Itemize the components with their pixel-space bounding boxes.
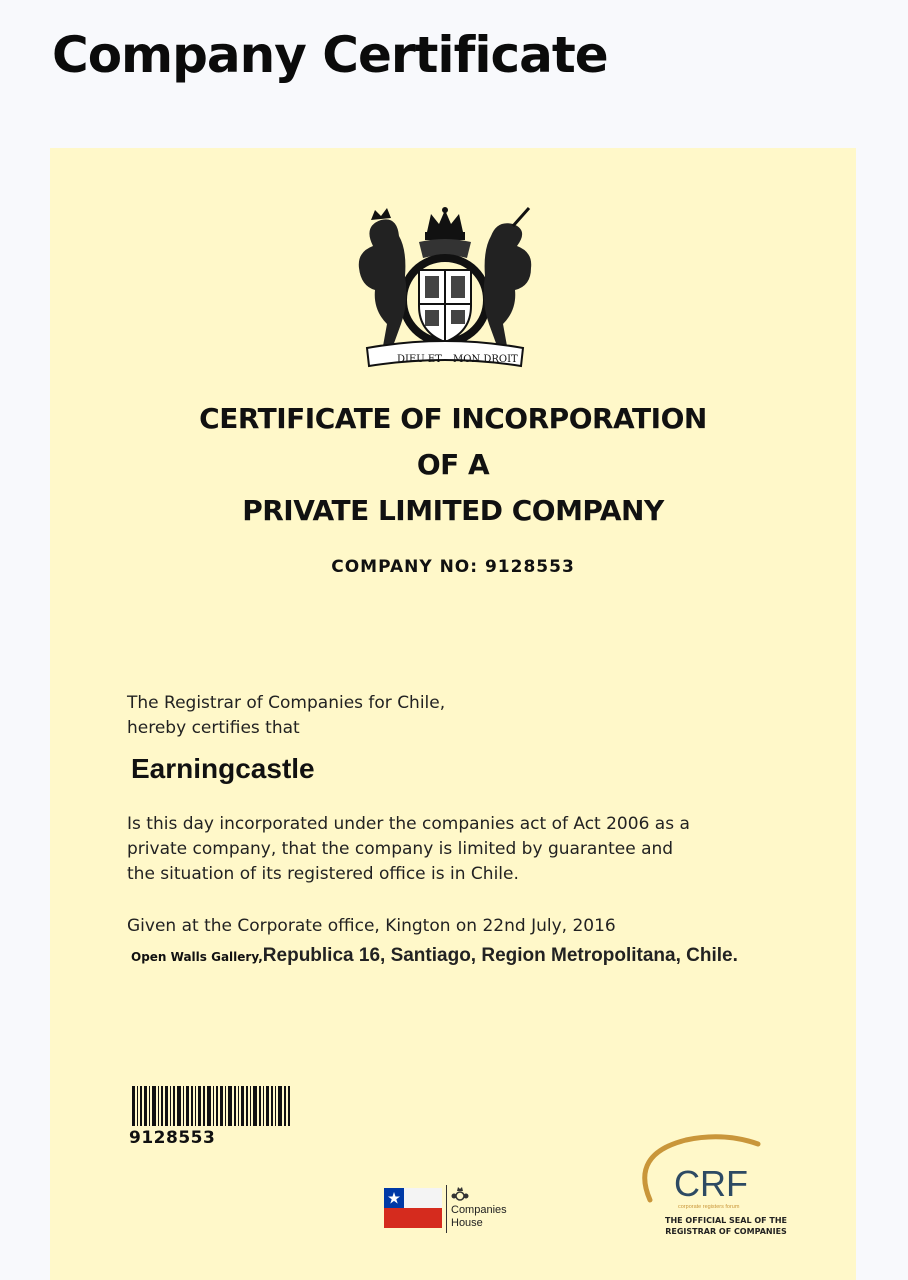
address-main: Republica 16, Santiago, Region Metropolitana, Chile. [262,945,738,966]
crest-motto-left: DIEU ET [397,354,442,365]
company-name: Earningcastle [131,753,315,784]
companies-house-crest-icon [451,1186,469,1202]
crf-logo [634,1134,764,1216]
crf-letters: CRF [674,1163,748,1204]
companies-house-divider [446,1185,447,1233]
address-prefix: Open Walls Gallery, [131,950,263,964]
certificate-heading-line2: OF A [416,448,490,481]
page-title: Company Certificate [52,26,608,84]
certificate-heading-line1: CERTIFICATE OF INCORPORATION [199,402,707,435]
crf-subtitle: corporate registers forum [678,1204,740,1210]
registrar-line2: hereby certifies that [127,718,300,738]
body-line1: Is this day incorporated under the companies act of Act 2006 as a [127,814,690,834]
seal-caption: THE OFFICIAL SEAL OF THE REGISTRAR OF COMPANIES [665,1216,787,1236]
registrar-line1: The Registrar of Companies for Chile, [127,693,446,713]
registered-address [131,945,738,967]
crest-motto-right: MON DROIT [453,354,518,365]
chile-flag-icon [384,1188,442,1228]
body-line3: the situation of its registered office is in Chile. [127,864,519,884]
barcode [132,1086,290,1126]
certificate [50,148,856,1280]
company-number: COMPANY NO: 9128553 [331,557,575,577]
companies-house-label: Companies House [451,1204,507,1229]
certificate-heading-line3: PRIVATE LIMITED COMPANY [242,494,664,527]
body-line2: private company, that the company is limited by guarantee and [127,839,674,859]
given-at-line: Given at the Corporate office, Kington on 22nd July, 2016 [127,916,616,936]
coat-of-arms-icon [353,206,537,370]
barcode-number: 9128553 [129,1128,216,1148]
